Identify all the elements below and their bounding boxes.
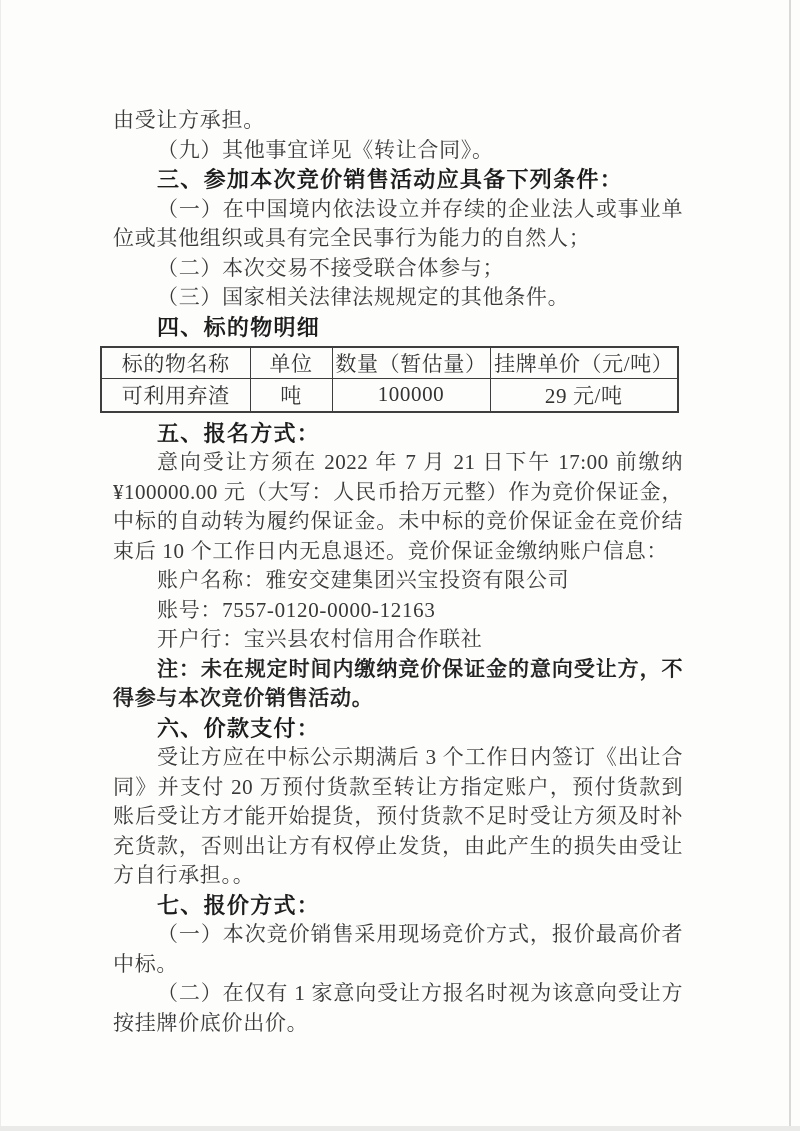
text-line: 账号：7557-0120-0000-12163 [157,597,436,622]
scan-edge-left [0,0,1,1131]
table-row [101,379,678,412]
subject-matter-table [100,346,679,413]
table-cell: 100000 [332,379,490,412]
text-line: 同》并支付 20 万预付货款至转让方指定账户，预付货款到 [113,774,683,799]
text-line: 意向受让方须在 2022 年 7 月 21 日下午 17:00 前缴纳 [157,450,683,474]
text-line: 由受让方承担。 [113,108,265,132]
note-line: 得参与本次竞价销售活动。 [113,687,374,710]
text-line: ¥100000.00 元（大写：人民币拾万元整）作为竞价保证金， [113,479,683,504]
text-line: （三）国家相关法律法规规定的其他条件。 [157,285,570,309]
text-line: 中标的自动转为履约保证金。未中标的竞价保证金在竞价结 [113,509,683,533]
section-heading: 四、标的物明细 [157,314,321,340]
text-block-lower [113,419,683,1039]
section-heading: 五、报名方式： [157,420,321,446]
text-line: 开户行：宝兴县农村信用合作联社 [157,627,483,651]
text-line: （二）在仅有 1 家意向受让方报名时视为该意向受让方 [157,981,683,1005]
scan-edge-right [789,0,791,1131]
text-line: 受让方应在中标公示期满后 3 个工作日内签订《出让合 [157,745,683,769]
text-line: 按挂牌价底价出价。 [113,1010,309,1035]
text-line: 位或其他组织或具有完全民事行为能力的自然人； [113,226,591,250]
text-line: （二）本次交易不接受联合体参与； [157,255,505,280]
text-line: 充货款，否则出让方有权停止发货，由此产生的损失由受让 [113,833,683,858]
text-line: 中标。 [113,951,179,976]
table-cell: 可利用弃渣 [101,379,250,412]
text-line: 账户名称：雅安交建集团兴宝投资有限公司 [157,568,570,592]
text-line: （一）本次竞价销售采用现场竞价方式，报价最高价者 [157,922,683,946]
text-line: 账后受让方才能开始提货，预付货款不足时受让方须及时补 [113,804,683,828]
table-header-cell: 标的物名称 [101,347,250,379]
text-block-upper [113,106,683,342]
text-line: 束后 10 个工作日内无息退还。竞价保证金缴纳账户信息： [113,538,669,563]
section-heading: 三、参加本次竞价销售活动应具备下列条件： [157,167,624,192]
table-cell: 吨 [250,379,332,412]
table-cell: 29 元/吨 [490,379,678,412]
document-body [113,106,683,1038]
text-line: 方自行承担。。 [113,863,255,887]
table-header-cell: 挂牌单价（元/吨） [490,347,678,379]
table-header-cell: 单位 [250,347,332,379]
table-header-row [101,347,678,379]
section-heading: 七、报价方式： [157,892,321,918]
scan-edge-bottom [0,1126,800,1131]
section-heading: 六、价款支付： [157,715,321,741]
text-line: （一）在中国境内依法设立并存续的企业法人或事业单 [157,196,683,221]
text-line: （九）其他事宜详见《转让合同》。 [157,137,494,162]
table-header-cell: 数量（暂估量） [332,347,490,379]
note-line: 注：未在规定时间内缴纳竞价保证金的意向受让方，不 [157,657,683,681]
